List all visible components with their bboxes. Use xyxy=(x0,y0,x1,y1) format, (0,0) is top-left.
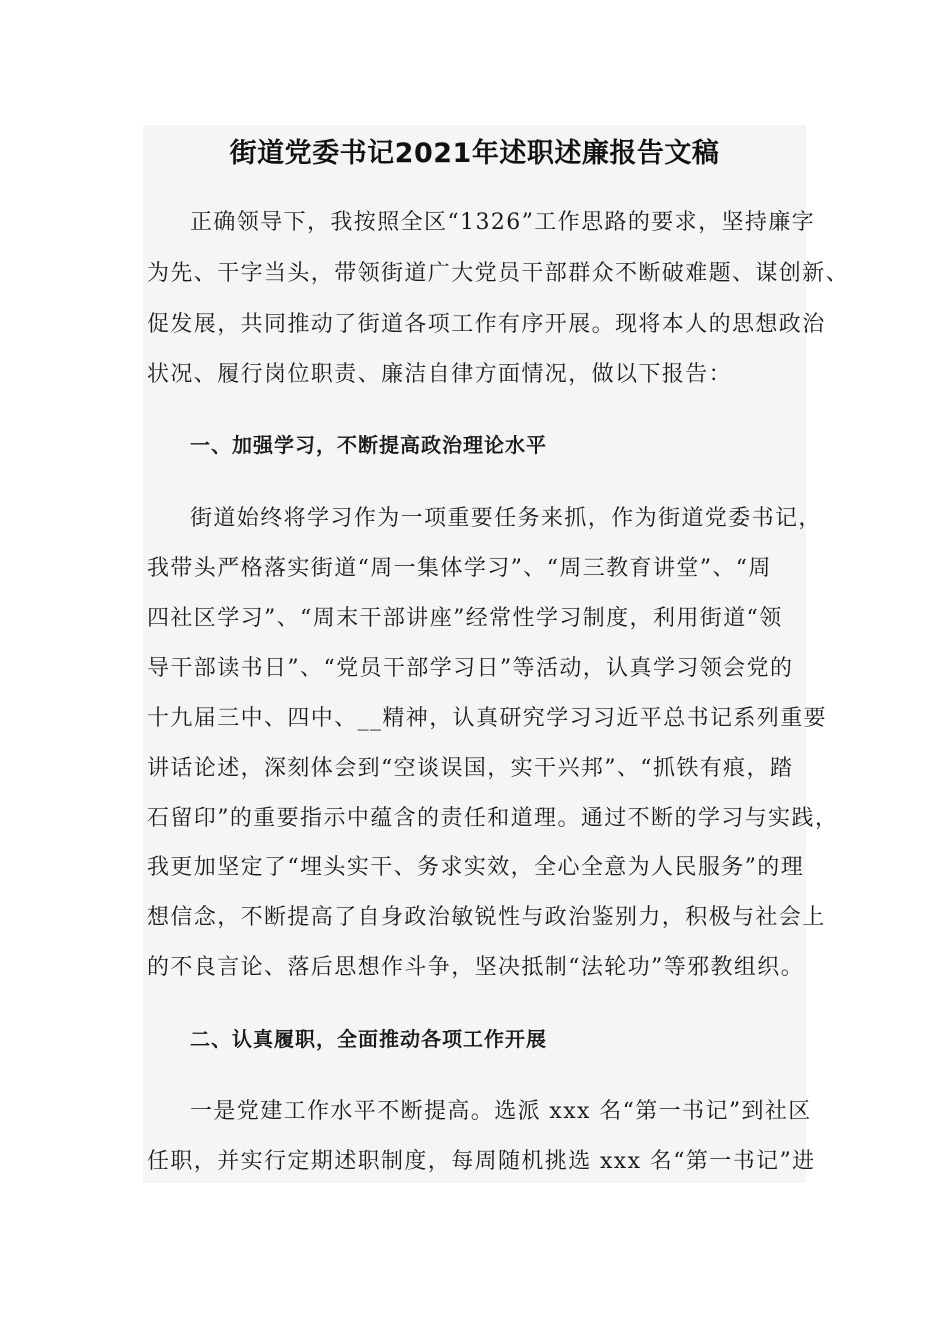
paragraph-line: 想信念，不断提高了自身政治敏锐性与政治鉴别力，积极与社会上 xyxy=(147,905,826,930)
paragraph-line: 导干部读书日”、“党员干部学习日”等活动，认真学习领会党的 xyxy=(147,656,794,681)
paragraph-line: 四社区学习”、“周末干部讲座”经常性学习制度，利用街道“领 xyxy=(147,606,783,631)
section-heading: 一、加强学习，不断提高政治理论水平 xyxy=(190,433,547,457)
paragraph-line: 十九届三中、四中、__精神，认真研究学习习近平总书记系列重要 xyxy=(147,706,828,731)
intro-line: 促发展，共同推动了街道各项工作有序开展。现将本人的思想政治 xyxy=(147,312,826,337)
paragraph-line: 我带头严格落实街道“周一集体学习”、“周三教育讲堂”、“周 xyxy=(147,556,772,581)
intro-line: 正确领导下，我按照全区“1326”工作思路的要求，坚持廉字 xyxy=(190,210,816,235)
intro-line: 为先、干字当头，带领街道广大党员干部群众不断破难题、谋创新、 xyxy=(147,261,850,286)
paragraph-line: 我更加坚定了“埋头实干、务求实效，全心全意为人民服务”的理 xyxy=(147,855,805,880)
paragraph-line: 任职，并实行定期述职制度，每周随机挑选 xxx 名“第一书记”进 xyxy=(147,1149,816,1174)
section-heading: 二、认真履职，全面推动各项工作开展 xyxy=(190,1027,547,1051)
paragraph-line: 讲话论述，深刻体会到“空谈误国，实干兴邦”、“抓铁有痕，踏 xyxy=(147,756,794,781)
document-title: 街道党委书记2021年述职述廉报告文稿 xyxy=(229,138,720,169)
paragraph-line: 石留印”的重要指示中蕴含的责任和道理。通过不断的学习与实践， xyxy=(147,806,839,831)
intro-line: 状况、履行岗位职责、廉洁自律方面情况，做以下报告： xyxy=(147,362,733,387)
paragraph-line: 街道始终将学习作为一项重要任务来抓，作为街道党委书记， xyxy=(190,506,822,531)
paragraph-line: 一是党建工作水平不断提高。选派 xxx 名“第一书记”到社区 xyxy=(190,1099,812,1124)
paragraph-line: 的不良言论、落后思想作斗争，坚决抵制“法轮功”等邪教组织。 xyxy=(147,955,805,980)
